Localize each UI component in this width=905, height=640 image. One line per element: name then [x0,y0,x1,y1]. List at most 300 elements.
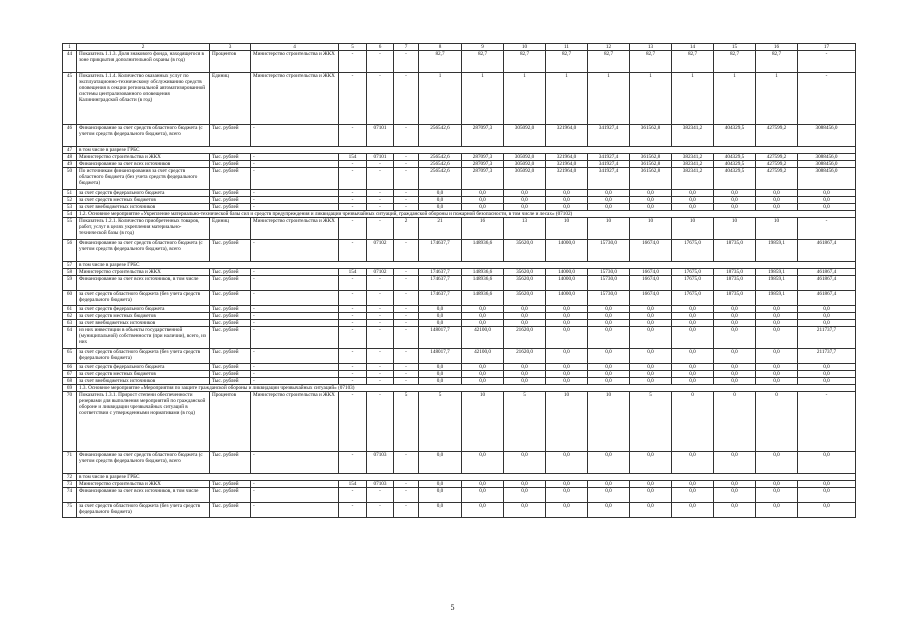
value-cell: 82,7 [504,51,546,73]
value-cell: 0,0 [672,197,714,204]
value-cell: - [367,320,394,327]
unit-cell: Тыс. рублей [210,197,251,204]
table-row [63,147,856,154]
table-row [63,320,856,327]
column-number-13: 13 [630,44,672,51]
unit-cell: Тыс. рублей [210,276,251,291]
value-cell: 16674,0 [630,269,672,276]
value-cell: 0,0 [504,378,546,385]
value-cell: - [367,73,394,125]
value-cell: 3088456,0 [798,154,856,161]
value-cell: - [367,503,394,518]
unit-cell: Тыс. рублей [210,320,251,327]
row-description: Показатель 1.3.1. Прирост степени обеспеченности резервами для выполнения мероприятий по гражданской обороне и ликвидации чрезвычайных ситуаций в соответствии с утвержденными нормативами (в год) [77,392,210,452]
unit-cell: Тыс. рублей [210,125,251,147]
value-cell: 0,0 [672,190,714,197]
unit-cell: Тыс. рублей [210,481,251,488]
value-cell: 17675,0 [672,269,714,276]
value-cell: 0,0 [504,503,546,518]
responsible-cell: - [251,291,339,306]
value-cell: 0,0 [756,320,798,327]
value-cell: - [394,276,419,291]
value-cell: - [367,51,394,73]
value-cell: 0,0 [504,313,546,320]
value-cell: 0,0 [672,349,714,364]
value-cell: 0,0 [588,378,630,385]
value-cell: 13 [504,218,546,240]
row-description: за счет средств областного бюджета (без учета средств федерального бюджета) [77,349,210,364]
value-cell: 82,7 [588,51,630,73]
value-cell: 0,0 [630,378,672,385]
value-cell: 0,0 [798,197,856,204]
value-cell: - [394,371,419,378]
table-row [63,240,856,262]
row-number: 60 [63,291,77,306]
section-heading: 1.3. Основное мероприятие «Мероприятия по защите гражданской обороны и ликвидации чрезвычайных ситуаций» (07103) [77,385,856,392]
value-cell: 0,0 [714,364,756,371]
row-number: 61 [63,306,77,313]
value-cell: - [394,327,419,349]
value-cell: 35620,0 [504,276,546,291]
unit-cell: Тыс. рублей [210,378,251,385]
value-cell: 256542,6 [419,168,462,190]
value-cell: 427599,2 [756,125,798,147]
value-cell: 0,0 [798,313,856,320]
value-cell: 287097,3 [462,154,504,161]
value-cell: 18735,0 [714,291,756,306]
value-cell: 341927,4 [588,168,630,190]
value-cell: - [394,73,419,125]
row-description: По источникам финансирования за счет средств областного бюджета (без учета средств федерального бюджета) [77,168,210,190]
row-description: Министерство строительства и ЖКХ [77,269,210,276]
value-cell: 0,0 [546,313,588,320]
value-cell: 10 [756,218,798,240]
value-cell: 0,0 [798,503,856,518]
table-row [63,488,856,503]
responsible-cell: Министерство строительства и ЖКХ [251,51,339,73]
value-cell: 461867,4 [798,291,856,306]
section-heading: 1.2. Основное мероприятие «Укрепление материально-технической базы сил и средств предупреждения и ликвидации чрезвычайных ситуаций, гражданской обороны и пожарной безопасности, в том числе и лесах» (07102) [77,211,856,218]
value-cell: - [339,371,367,378]
value-cell: 0,0 [588,320,630,327]
value-cell: 1 [462,73,504,125]
value-cell: 0,0 [419,488,462,503]
value-cell: 0 [756,392,798,452]
value-cell: 341927,4 [588,154,630,161]
value-cell: - [367,392,394,452]
value-cell: 18735,0 [714,240,756,262]
value-cell: 404329,5 [714,125,756,147]
row-description: Финансирование за счет всех источников [77,161,210,168]
value-cell: 35620,0 [504,269,546,276]
value-cell: 21620,0 [504,349,546,364]
value-cell: 382341,2 [672,168,714,190]
value-cell: - [367,306,394,313]
value-cell: 5 [630,392,672,452]
value-cell: 174637,7 [419,269,462,276]
value-cell: 3088456,0 [798,168,856,190]
value-cell: 0,0 [630,503,672,518]
value-cell: - [339,364,367,371]
value-cell: 382341,2 [672,154,714,161]
value-cell: 0,0 [546,197,588,204]
responsible-cell: - [251,481,339,488]
table-row [63,269,856,276]
value-cell: 10 [588,218,630,240]
value-cell: 0,0 [756,349,798,364]
value-cell: 15730,0 [588,240,630,262]
unit-cell: Тыс. рублей [210,306,251,313]
value-cell: 19859,1 [756,240,798,262]
value-cell: - [339,276,367,291]
value-cell: 0,0 [630,488,672,503]
value-cell: 0,0 [419,364,462,371]
value-cell: - [394,349,419,364]
row-description: Финансирование за счет средств областного бюджета (с учетом средств федерального бюджета), всего [77,125,210,147]
value-cell: - [339,190,367,197]
unit-cell: Тыс. рублей [210,240,251,262]
unit-cell: Тыс. рублей [210,291,251,306]
table-row [63,385,856,392]
row-number: 46 [63,125,77,147]
table-row [63,161,856,168]
value-cell: 17675,0 [672,240,714,262]
value-cell: 0,0 [504,190,546,197]
value-cell: 19859,1 [756,276,798,291]
value-cell: 211737,7 [798,349,856,364]
value-cell: 0,0 [756,503,798,518]
value-cell: 341927,4 [588,125,630,147]
unit-cell: Тыс. рублей [210,204,251,211]
value-cell: - [367,313,394,320]
value-cell: - [367,218,394,240]
column-number-10: 10 [504,44,546,51]
value-cell: 82,7 [630,51,672,73]
value-cell: 321964,0 [546,154,588,161]
value-cell: - [339,161,367,168]
value-cell: - [339,240,367,262]
value-cell: - [339,313,367,320]
row-number: 75 [63,503,77,518]
value-cell: 0,0 [714,452,756,474]
row-description: за счет средств федерального бюджета [77,306,210,313]
value-cell: 0,0 [504,452,546,474]
table-row [63,197,856,204]
value-cell: 0,0 [672,320,714,327]
value-cell: 5 [394,392,419,452]
value-cell: 10 [546,218,588,240]
value-cell: - [367,378,394,385]
value-cell: 14000,0 [546,240,588,262]
value-cell: 0,0 [630,371,672,378]
value-cell: 427599,2 [756,161,798,168]
responsible-cell: - [251,168,339,190]
table-row [63,211,856,218]
value-cell: - [394,204,419,211]
row-number: 69 [63,385,77,392]
value-cell: 0,0 [756,327,798,349]
value-cell: 0,0 [588,197,630,204]
value-cell: - [394,190,419,197]
row-number: 45 [63,73,77,125]
value-cell: 0,0 [419,190,462,197]
value-cell: 0,0 [588,503,630,518]
column-number-2: 2 [77,44,210,51]
value-cell: 0,0 [546,452,588,474]
responsible-cell: - [251,306,339,313]
value-cell: - [339,349,367,364]
value-cell: 0,0 [714,320,756,327]
section-heading: в том числе в разрезе ГРБС [77,147,856,154]
value-cell: 0,0 [588,371,630,378]
responsible-cell: - [251,154,339,161]
value-cell: 14000,0 [546,276,588,291]
value-cell: 0,0 [714,481,756,488]
value-cell: 174637,7 [419,291,462,306]
value-cell: - [339,197,367,204]
value-cell: 0,0 [588,313,630,320]
value-cell: 0,0 [714,503,756,518]
row-description: Финансирование за счет всех источников, в том числе [77,488,210,503]
value-cell: - [339,291,367,306]
row-number: 51 [63,190,77,197]
row-description: Министерство строительства и ЖКХ [77,154,210,161]
value-cell: 14000,0 [546,291,588,306]
column-number-16: 16 [756,44,798,51]
value-cell: - [339,452,367,474]
value-cell: 0,0 [462,190,504,197]
responsible-cell: - [251,371,339,378]
value-cell: - [339,218,367,240]
value-cell: 148936,6 [462,240,504,262]
value-cell: 154 [339,481,367,488]
value-cell: - [394,161,419,168]
value-cell: 0,0 [419,378,462,385]
value-cell: 0,0 [756,204,798,211]
value-cell: 0,0 [588,481,630,488]
value-cell: 321964,0 [546,168,588,190]
value-cell: 1 [504,73,546,125]
value-cell: 211737,7 [798,327,856,349]
value-cell: 0,0 [714,327,756,349]
value-cell: 0,0 [756,364,798,371]
row-number: 63 [63,320,77,327]
value-cell: - [394,291,419,306]
value-cell: 0,0 [798,204,856,211]
row-number: 64 [63,327,77,349]
value-cell: 0,0 [504,204,546,211]
unit-cell: Тыс. рублей [210,190,251,197]
value-cell: 0,0 [756,452,798,474]
table-row [63,481,856,488]
unit-cell: Тыс. рублей [210,349,251,364]
value-cell: 0,0 [714,190,756,197]
value-cell: 07102 [367,240,394,262]
row-description: за счет средств областного бюджета (без учета средств федерального бюджета) [77,291,210,306]
responsible-cell: - [251,276,339,291]
value-cell: - [394,168,419,190]
value-cell: 256542,6 [419,125,462,147]
column-number-11: 11 [546,44,588,51]
row-number: 71 [63,452,77,474]
value-cell: - [394,488,419,503]
value-cell: 1 [419,73,462,125]
row-number: 57 [63,262,77,269]
value-cell: 256542,6 [419,154,462,161]
value-cell: 361562,8 [630,161,672,168]
row-description: за счет средств местных бюджетов [77,371,210,378]
value-cell: 0,0 [756,371,798,378]
unit-cell: Тыс. рублей [210,452,251,474]
value-cell: - [367,488,394,503]
value-cell: - [339,125,367,147]
value-cell: 07101 [367,154,394,161]
row-description: Показатель 1.1.4. Количество оказанных услуг по эксплуатационно-техническому обслуживанию средств оповещения в секции региональной автоматизированной системы централизованного оповещения Калининградской области (в год) [77,73,210,125]
value-cell: 0,0 [672,452,714,474]
value-cell: 0,0 [630,452,672,474]
table-row [63,154,856,161]
value-cell: 0,0 [546,371,588,378]
value-cell: 18735,0 [714,269,756,276]
unit-cell: Единиц [210,218,251,240]
value-cell: - [367,168,394,190]
value-cell: 0,0 [756,197,798,204]
value-cell: 0,0 [756,378,798,385]
table-row [63,474,856,481]
row-description: Показатель 1.1.3. Доля знакового фонда, находящегося в зоне прикрытия дополнительной охраны (в год) [77,51,210,73]
row-number: 62 [63,313,77,320]
value-cell: 154 [339,269,367,276]
value-cell: 19859,1 [756,269,798,276]
value-cell: 0,0 [630,364,672,371]
value-cell: 0,0 [504,320,546,327]
table-row [63,190,856,197]
responsible-cell: - [251,320,339,327]
value-cell: 0,0 [419,320,462,327]
column-number-4: 4 [251,44,339,51]
value-cell: 0,0 [630,197,672,204]
value-cell: 0,0 [756,481,798,488]
value-cell: 0,0 [672,327,714,349]
value-cell: 0,0 [504,371,546,378]
value-cell: 0,0 [672,204,714,211]
responsible-cell: - [251,503,339,518]
page-number: 5 [450,603,455,612]
value-cell: 0,0 [462,364,504,371]
column-number-3: 3 [210,44,251,51]
value-cell: 0,0 [546,364,588,371]
value-cell: - [339,51,367,73]
responsible-cell: - [251,488,339,503]
row-number: 47 [63,147,77,154]
value-cell: 1 [714,73,756,125]
value-cell: 0,0 [546,488,588,503]
table-row [63,51,856,73]
value-cell: 382341,2 [672,161,714,168]
value-cell: 461867,4 [798,240,856,262]
value-cell: 174637,7 [419,276,462,291]
value-cell: 0,0 [756,306,798,313]
column-number-row [63,44,856,51]
value-cell: 0,0 [798,306,856,313]
unit-cell: Процентов [210,392,251,452]
responsible-cell: - [251,204,339,211]
row-description: за счет внебюджетных источников [77,378,210,385]
value-cell: 154 [339,154,367,161]
value-cell: 14000,0 [546,269,588,276]
value-cell: 0 [714,392,756,452]
value-cell: 19859,1 [756,291,798,306]
value-cell: 148936,6 [462,269,504,276]
value-cell: 10 [546,392,588,452]
value-cell: 404329,5 [714,168,756,190]
value-cell: 0,0 [672,371,714,378]
value-cell: 0,0 [588,364,630,371]
value-cell: 0,0 [756,313,798,320]
value-cell: - [394,154,419,161]
value-cell: 1 [546,73,588,125]
value-cell: 0,0 [630,481,672,488]
value-cell: 0,0 [546,190,588,197]
value-cell: 3088456,0 [798,125,856,147]
value-cell: 0,0 [630,190,672,197]
program-table [62,43,856,518]
value-cell: 305092,0 [504,168,546,190]
value-cell: 361562,8 [630,125,672,147]
table-row [63,327,856,349]
column-number-7: 7 [394,44,419,51]
value-cell: 07103 [367,481,394,488]
row-description: за счет средств федерального бюджета [77,364,210,371]
value-cell: 16 [462,218,504,240]
responsible-cell: - [251,378,339,385]
table-body [63,51,856,518]
value-cell: 0,0 [419,204,462,211]
row-description: из них инвестиции в объекты государственной (муниципальной) собственности (при наличии), всего, из них [77,327,210,349]
value-cell: 0,0 [419,306,462,313]
value-cell: - [394,364,419,371]
responsible-cell: Министерство строительства и ЖКХ [251,392,339,452]
row-number: 66 [63,364,77,371]
value-cell: 0,0 [588,349,630,364]
value-cell: 0,0 [798,190,856,197]
unit-cell: Тыс. рублей [210,161,251,168]
value-cell: - [339,392,367,452]
value-cell: 0,0 [504,197,546,204]
value-cell: - [339,204,367,211]
section-heading: в том числе в разрезе ГРБС [77,474,856,481]
value-cell: 0,0 [546,349,588,364]
table-row [63,364,856,371]
responsible-cell: - [251,269,339,276]
value-cell: 305092,0 [504,125,546,147]
table-row [63,218,856,240]
value-cell: 0,0 [504,481,546,488]
value-cell: 0,0 [630,204,672,211]
responsible-cell: - [251,197,339,204]
value-cell: - [367,197,394,204]
value-cell: - [394,306,419,313]
column-number-8: 8 [419,44,462,51]
value-cell: - [367,349,394,364]
value-cell: 287097,3 [462,161,504,168]
responsible-cell: - [251,349,339,364]
value-cell: - [367,327,394,349]
value-cell: - [394,452,419,474]
value-cell: 16674,0 [630,291,672,306]
value-cell: 256542,6 [419,161,462,168]
value-cell: 0,0 [672,313,714,320]
